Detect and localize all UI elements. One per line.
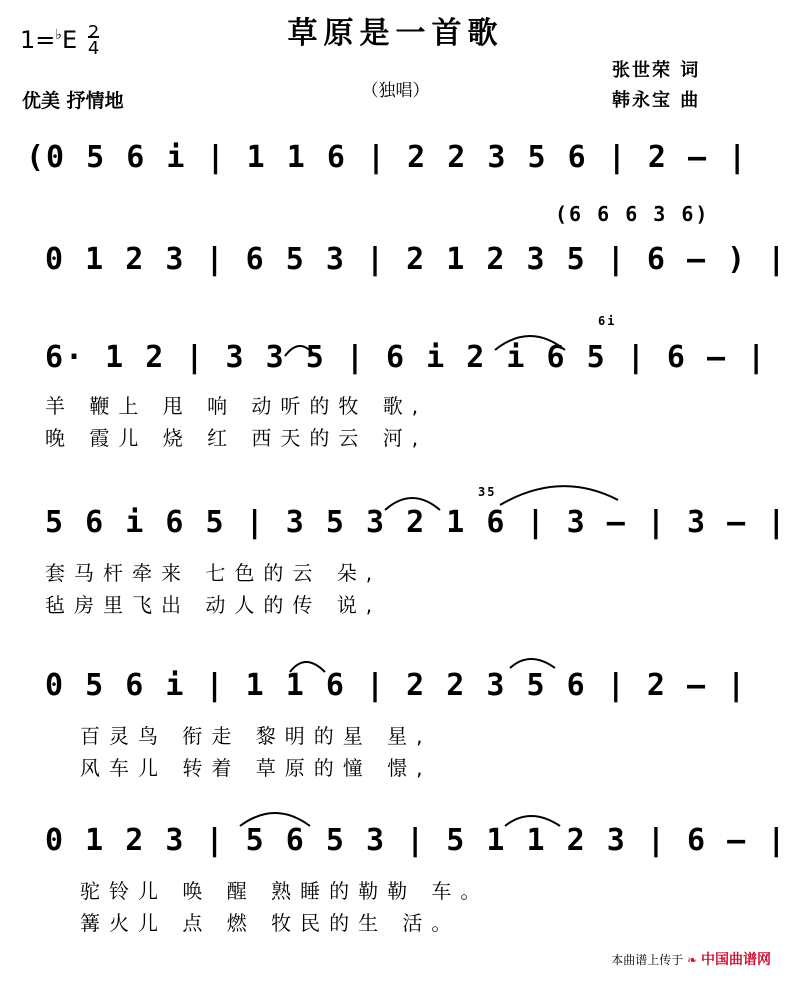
lyricist-credit: 张世荣 词: [612, 60, 701, 81]
grace-notes: 6i: [598, 314, 617, 328]
slur-arc: [385, 498, 440, 510]
composer-credit: 韩永宝 曲: [612, 90, 701, 111]
notation-text: 0 5 6 i | 1 1 6 | 2 2 3 5 6 | 2 — |: [45, 668, 748, 703]
lyric-verse-1: 百灵鸟 衔走 黎明的星 星,: [80, 724, 432, 748]
logo-icon: ❧: [687, 953, 698, 967]
notation-text: 0 1 2 3 | 6 5 3 | 2 1 2 3 5 | 6 — ) |: [45, 242, 788, 277]
slur-arc: [495, 336, 565, 350]
site-watermark: 本曲谱上传于 ❧ 中国曲谱网: [611, 952, 771, 968]
notation-text: 6· 1 2 | 3 3 5 | 6 i 2 i 6 5 | 6 — |: [45, 340, 768, 375]
notation-text: 5 6 i 6 5 | 3 5 3 2 1 6 | 3 — | 3 — |: [45, 505, 788, 540]
song-title: 草原是一首歌: [287, 16, 504, 51]
song-subtitle: （独唱）: [361, 81, 430, 101]
tempo-marking: 优美 抒情地: [22, 90, 124, 112]
notation-text: (0 5 6 i | 1 1 6 | 2 2 3 5 6 | 2 — |: [26, 140, 749, 175]
lyric-verse-1: 套马杆牵来 七色的云 朵,: [45, 561, 382, 585]
slur-arc: [505, 816, 560, 826]
lyric-verse-1: 羊 鞭上 甩 响 动听的牧 歌,: [45, 394, 428, 418]
lyric-verse-2: 风车儿 转着 草原的憧 憬,: [80, 756, 432, 780]
lyric-verse-2: 晚 霞儿 烧 红 西天的云 河,: [45, 426, 428, 450]
time-signature: 2 4: [87, 22, 100, 59]
lyric-verse-2: 毡房里飞出 动人的传 说,: [45, 593, 382, 617]
slur-arc: [290, 662, 325, 672]
slur-arc: [510, 659, 555, 668]
notation-text: 0 1 2 3 | 5 6 5 3 | 5 1 1 2 3 | 6 — |: [45, 823, 788, 858]
lyric-verse-1: 驼铃儿 唤 醒 熟睡的勒勒 车。: [80, 879, 490, 903]
slur-arc: [240, 813, 310, 826]
ossia-notation: (6 6 6 3 6): [555, 202, 710, 226]
lyric-verse-2: 篝火儿 点 燃 牧民的生 活。: [80, 911, 461, 935]
slur-arc: [285, 346, 315, 356]
slur-arc: [500, 486, 618, 505]
grace-notes: 35: [478, 485, 497, 499]
key-signature: 1=♭E 2 4: [20, 22, 100, 59]
